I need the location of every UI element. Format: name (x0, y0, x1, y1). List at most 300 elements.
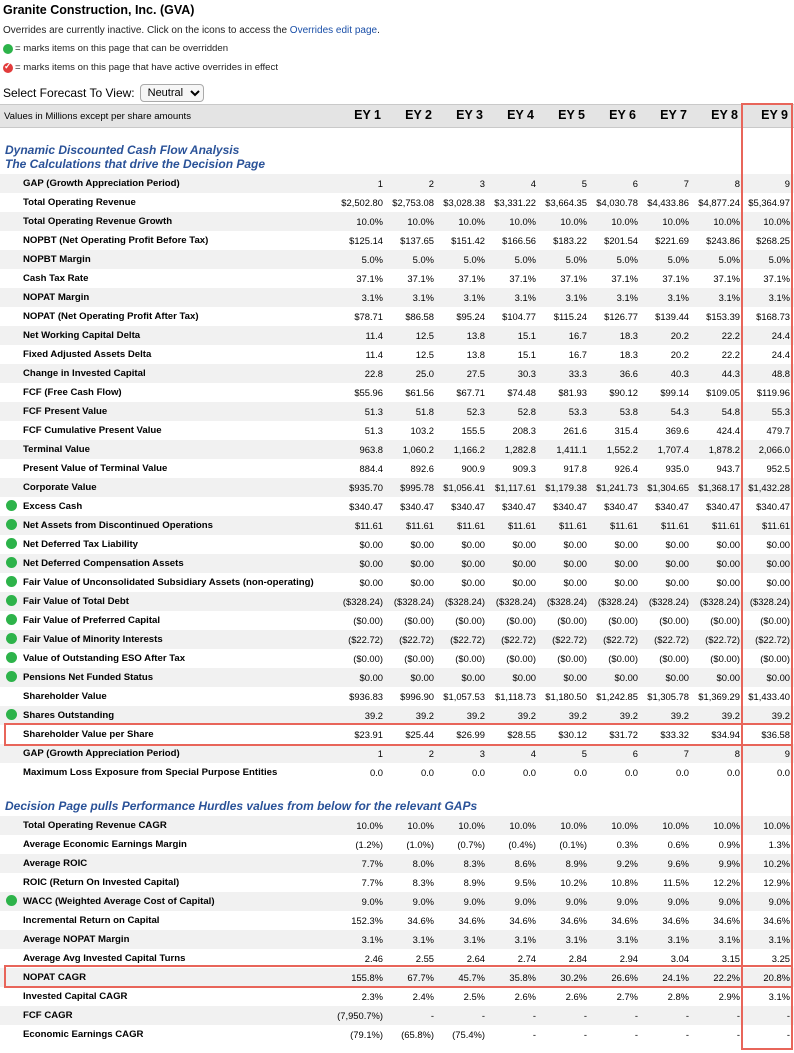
override-dot-icon[interactable] (6, 709, 17, 720)
table-cell: 9.5% (514, 877, 536, 888)
table-cell: $340.47 (349, 501, 383, 512)
table-cell: (1.0%) (406, 839, 434, 850)
row-label: GAP (Growth Appreciation Period) (23, 748, 180, 759)
table-cell: 8 (734, 178, 740, 189)
table-cell: $2,753.08 (392, 197, 434, 208)
table-cell: 34.6% (458, 915, 485, 926)
table-cell: $104.77 (502, 311, 536, 322)
table-cell: $1,368.17 (698, 482, 740, 493)
table-cell: 7.7% (361, 877, 383, 888)
table-cell: ($0.00) (659, 615, 689, 626)
table-cell: $340.47 (553, 501, 587, 512)
table-cell: 1,878.2 (708, 444, 740, 455)
row-label: NOPAT Margin (23, 292, 90, 303)
table-cell: 3.1% (463, 934, 485, 945)
table-cell: 2.5% (463, 991, 485, 1002)
table-cell: $0.00 (716, 539, 740, 550)
table-cell: 10.0% (662, 820, 689, 831)
table-cell: (7,950.7%) (337, 1010, 383, 1021)
company-title: Granite Construction, Inc. (GVA) (3, 3, 195, 17)
table-cell: $0.00 (563, 558, 587, 569)
legend-active (3, 62, 278, 73)
table-cell: 917.8 (563, 463, 587, 474)
table-cell: (1.2%) (355, 839, 383, 850)
table-row (0, 873, 794, 892)
table-cell: 10.0% (611, 820, 638, 831)
row-label: Fair Value of Minority Interests (23, 634, 163, 645)
row-label: Average Economic Earnings Margin (23, 839, 187, 850)
table-cell: 37.1% (763, 273, 790, 284)
table-cell: $115.24 (553, 311, 587, 322)
table-cell: $1,117.61 (494, 482, 536, 493)
row-label: FCF (Free Cash Flow) (23, 387, 122, 398)
table-cell: $0.00 (410, 558, 434, 569)
legend-active-text: = marks items on this page that have active overrides in effect (15, 62, 278, 73)
row-label: Fair Value of Total Debt (23, 596, 129, 607)
legend-overridable-text: = marks items on this page that can be overridden (15, 43, 229, 54)
table-cell: 1,552.2 (606, 444, 638, 455)
table-cell: 1 (377, 748, 383, 759)
override-dot-icon[interactable] (6, 671, 17, 682)
table-cell: $11.61 (610, 520, 638, 531)
table-cell: $0.00 (461, 539, 485, 550)
table-row (0, 440, 794, 459)
row-label: NOPBT Margin (23, 254, 91, 265)
row-label: Shareholder Value per Share (23, 729, 154, 740)
override-dot-icon[interactable] (6, 652, 17, 663)
table-cell: $1,242.85 (596, 691, 638, 702)
table-cell: 1.3% (768, 839, 790, 850)
table-cell: 16.7 (568, 330, 587, 341)
table-cell: $183.22 (553, 235, 587, 246)
table-cell: $935.70 (349, 482, 383, 493)
table-cell: 1,707.4 (657, 444, 689, 455)
table-cell: $340.47 (502, 501, 536, 512)
table-cell: 52.3 (466, 406, 485, 417)
year-header: EY 5 (558, 108, 585, 122)
table-cell: 9 (784, 178, 790, 189)
override-dot-icon[interactable] (6, 614, 17, 625)
table-cell: 9.9% (718, 858, 740, 869)
table-cell: 3.04 (670, 953, 689, 964)
table-cell: 0.0 (726, 767, 740, 778)
table-cell: 39.2 (670, 710, 689, 721)
table-cell: ($0.00) (710, 653, 740, 664)
table-cell: 10.0% (407, 820, 434, 831)
table-cell: 24.1% (662, 972, 689, 983)
table-cell: ($0.00) (455, 615, 485, 626)
table-cell: $125.14 (349, 235, 383, 246)
table-cell: $61.56 (405, 387, 434, 398)
table-row (0, 421, 794, 440)
table-cell: 39.2 (364, 710, 383, 721)
table-cell: $0.00 (359, 558, 383, 569)
table-cell: 152.3% (351, 915, 383, 926)
table-cell: ($22.72) (501, 634, 536, 645)
table-cell: - (583, 1029, 587, 1040)
table-row (0, 383, 794, 402)
table-cell: 4 (530, 748, 536, 759)
table-cell: $81.93 (558, 387, 587, 398)
table-cell: 909.3 (512, 463, 536, 474)
table-cell: 0.0 (420, 767, 434, 778)
table-cell: 3.1% (768, 292, 790, 303)
table-row (0, 687, 794, 706)
table-cell: 15.1 (517, 330, 536, 341)
table-cell: 37.1% (560, 273, 587, 284)
overrides-note-suffix: . (377, 25, 380, 36)
table-cell: ($22.72) (603, 634, 638, 645)
table-cell: 11.5% (663, 877, 689, 888)
table-cell: $11.61 (559, 520, 587, 531)
table-cell: 0.0 (471, 767, 485, 778)
table-cell: $340.47 (706, 501, 740, 512)
table-cell: $1,118.73 (494, 691, 536, 702)
table-row (0, 930, 794, 949)
table-cell: 3.1% (361, 934, 383, 945)
table-cell: 6 (632, 178, 638, 189)
row-label: Corporate Value (23, 482, 97, 493)
row-label: Average NOPAT Margin (23, 934, 130, 945)
table-cell: 2.3% (361, 991, 383, 1002)
table-cell: $11.61 (457, 520, 485, 531)
table-row (0, 706, 794, 725)
row-label: Shareholder Value (23, 691, 107, 702)
table-cell: 2.4% (412, 991, 434, 1002)
year-header: EY 8 (711, 108, 738, 122)
table-cell: 34.6% (611, 915, 638, 926)
table-row (0, 744, 794, 763)
table-cell: $33.32 (660, 729, 689, 740)
table-cell: 39.2 (771, 710, 790, 721)
table-cell: - (634, 1029, 638, 1040)
table-row (0, 174, 794, 193)
table-cell: 10.0% (509, 820, 536, 831)
table-cell: ($0.00) (557, 653, 587, 664)
table-cell: $996.90 (400, 691, 434, 702)
table-row (0, 345, 794, 364)
table-cell: ($328.24) (648, 596, 689, 607)
row-label: Average ROIC (23, 858, 88, 869)
table-cell: 9.0% (412, 896, 434, 907)
row-label: NOPAT (Net Operating Profit After Tax) (23, 311, 199, 322)
table-cell: $78.71 (354, 311, 383, 322)
table-cell: - (481, 1010, 485, 1021)
table-row (0, 459, 794, 478)
table-cell: 30.3 (517, 368, 536, 379)
table-cell: 2.9% (718, 991, 740, 1002)
table-cell: 37.1% (356, 273, 383, 284)
table-cell: 943.7 (716, 463, 740, 474)
table-cell: $86.58 (405, 311, 434, 322)
row-label: Value of Outstanding ESO After Tax (23, 653, 186, 664)
table-cell: 18.3 (619, 349, 638, 360)
table-cell: $0.00 (614, 577, 638, 588)
table-cell: $0.00 (359, 539, 383, 550)
table-cell: 1,060.2 (402, 444, 434, 455)
row-label: Change in Invested Capital (23, 368, 146, 379)
table-cell: ($22.72) (552, 634, 587, 645)
table-cell: ($0.00) (506, 653, 536, 664)
table-cell: 51.3 (364, 406, 383, 417)
table-row (0, 763, 794, 782)
table-cell: 900.9 (461, 463, 485, 474)
table-cell: $201.54 (604, 235, 638, 246)
table-cell: 51.8 (415, 406, 434, 417)
table-cell: 9.0% (667, 896, 689, 907)
table-cell: $0.00 (410, 672, 434, 683)
table-cell: 3.1% (768, 934, 790, 945)
table-row (0, 668, 794, 687)
table-cell: 7 (683, 748, 689, 759)
table-cell: 3.15 (721, 953, 740, 964)
row-label: Average Avg Invested Capital Turns (23, 953, 186, 964)
table-cell: 10.0% (407, 216, 434, 227)
table-cell: 37.1% (662, 273, 689, 284)
override-dot-icon[interactable] (6, 576, 17, 587)
table-row (0, 649, 794, 668)
override-dot-icon[interactable] (6, 633, 17, 644)
table-cell: 45.7% (458, 972, 485, 983)
table-cell: 10.0% (356, 820, 383, 831)
table-cell: 67.7% (407, 972, 434, 983)
row-label: Total Operating Revenue Growth (23, 216, 173, 227)
table-cell: 952.5 (766, 463, 790, 474)
table-cell: 3.25 (771, 953, 790, 964)
table-cell: 315.4 (614, 425, 638, 436)
table-cell: 20.2 (670, 330, 689, 341)
table-cell: 0.0 (573, 767, 587, 778)
table-cell: $0.00 (512, 577, 536, 588)
row-label: Economic Earnings CAGR (23, 1029, 144, 1040)
table-cell: $0.00 (716, 577, 740, 588)
table-cell: 3.1% (514, 934, 536, 945)
table-row (0, 288, 794, 307)
table-cell: 39.2 (517, 710, 536, 721)
table-cell: $3,664.35 (545, 197, 587, 208)
table-cell: 54.8 (721, 406, 740, 417)
table-cell: 33.3 (568, 368, 587, 379)
table-cell: ($0.00) (353, 615, 383, 626)
table-cell: 10.0% (611, 216, 638, 227)
table-cell: 10.0% (356, 216, 383, 227)
table-cell: ($0.00) (659, 653, 689, 664)
table-cell: $119.96 (756, 387, 790, 398)
table-row (0, 402, 794, 421)
units-label: Values in Millions except per share amounts (4, 111, 191, 122)
overrides-edit-link[interactable]: Overrides edit page (289, 25, 378, 36)
row-label: FCF Cumulative Present Value (23, 425, 162, 436)
forecast-select[interactable] (140, 84, 204, 102)
table-cell: 34.6% (509, 915, 536, 926)
table-cell: 0.6% (667, 839, 689, 850)
table-cell: 3.1% (565, 934, 587, 945)
table-cell: ($328.24) (749, 596, 790, 607)
table-cell: 36.6 (619, 368, 638, 379)
table-cell: 9.0% (514, 896, 536, 907)
override-dot-icon[interactable] (6, 895, 17, 906)
section2-title: Decision Page pulls Performance Hurdles values from below for the relevant GAPs (5, 799, 478, 813)
row-label: Net Working Capital Delta (23, 330, 141, 341)
table-cell: $67.71 (456, 387, 485, 398)
table-cell: $4,030.78 (596, 197, 638, 208)
table-cell: 2 (428, 748, 434, 759)
table-cell: 7.7% (361, 858, 383, 869)
table-cell: 37.1% (713, 273, 740, 284)
table-cell: - (685, 1010, 689, 1021)
table-cell: 22.8 (364, 368, 383, 379)
table-cell: $0.00 (665, 539, 689, 550)
table-cell: $139.44 (655, 311, 689, 322)
table-cell: 2.55 (415, 953, 434, 964)
table-cell: $0.00 (716, 558, 740, 569)
table-row (0, 193, 794, 212)
year-header: EY 9 (761, 108, 788, 122)
forecast-selector (3, 84, 204, 102)
table-cell: 926.4 (614, 463, 638, 474)
table-cell: 12.5 (415, 330, 434, 341)
table-cell: 0.0 (624, 767, 638, 778)
table-row (0, 554, 794, 573)
table-cell: 10.2% (560, 877, 587, 888)
table-cell: 479.7 (766, 425, 790, 436)
table-cell: 2.74 (517, 953, 536, 964)
table-row (0, 307, 794, 326)
table-cell: $0.00 (461, 577, 485, 588)
legend-overridable (3, 43, 228, 54)
row-label: Fair Value of Unconsolidated Subsidiary Assets (non-operating) (23, 577, 314, 588)
table-cell: 208.3 (512, 425, 536, 436)
row-label: Total Operating Revenue (23, 197, 136, 208)
overrides-note-text: Overrides are currently inactive. Click on the icons to access the (3, 25, 290, 36)
table-cell: 2.84 (568, 953, 587, 964)
table-cell: (75.4%) (452, 1029, 485, 1040)
table-cell: 9 (784, 748, 790, 759)
table-cell: 9.0% (361, 896, 383, 907)
table-cell: $1,432.28 (748, 482, 790, 493)
table-cell: 8.3% (412, 877, 434, 888)
table-cell: 53.8 (619, 406, 638, 417)
table-cell: 34.6% (560, 915, 587, 926)
override-dot-icon[interactable] (6, 538, 17, 549)
table-cell: $30.12 (558, 729, 587, 740)
table-row (0, 892, 794, 911)
table-cell: (0.1%) (559, 839, 587, 850)
table-cell: 2.94 (619, 953, 638, 964)
table-cell: 3.1% (514, 292, 536, 303)
table-cell: 424.4 (716, 425, 740, 436)
override-dot-icon[interactable] (6, 595, 17, 606)
row-label: Net Deferred Compensation Assets (23, 558, 184, 569)
table-cell: $268.25 (756, 235, 790, 246)
table-cell: - (685, 1029, 689, 1040)
table-cell: $11.61 (661, 520, 689, 531)
overrides-note (3, 25, 380, 36)
table-row (0, 816, 794, 835)
table-cell: $3,331.22 (494, 197, 536, 208)
table-cell: (65.8%) (401, 1029, 434, 1040)
table-cell: $0.00 (716, 672, 740, 683)
table-cell: $11.61 (508, 520, 536, 531)
table-cell: 8.0% (412, 858, 434, 869)
table-cell: $0.00 (665, 558, 689, 569)
table-cell: 3.1% (463, 292, 485, 303)
table-cell: $36.58 (761, 729, 790, 740)
table-cell: 39.2 (721, 710, 740, 721)
table-cell: - (786, 1029, 790, 1040)
table-row (0, 592, 794, 611)
table-cell: 39.2 (568, 710, 587, 721)
table-cell: 2.7% (616, 991, 638, 1002)
table-cell: 24.4 (771, 330, 790, 341)
override-dot-icon[interactable] (6, 500, 17, 511)
table-row (0, 212, 794, 231)
table-row (0, 1006, 794, 1025)
table-cell: ($0.00) (760, 615, 790, 626)
table-cell: ($328.24) (393, 596, 434, 607)
table-cell: $0.00 (614, 672, 638, 683)
table-cell: $1,241.73 (596, 482, 638, 493)
row-label: Invested Capital CAGR (23, 991, 128, 1002)
table-cell: $11.61 (406, 520, 434, 531)
table-cell: $340.47 (655, 501, 689, 512)
table-cell: 3.1% (768, 991, 790, 1002)
table-cell: $1,305.78 (647, 691, 689, 702)
table-cell: 2.46 (364, 953, 383, 964)
table-cell: $95.24 (456, 311, 485, 322)
table-cell: $11.61 (355, 520, 383, 531)
table-cell: 4 (530, 178, 536, 189)
table-cell: $109.05 (706, 387, 740, 398)
table-row (0, 630, 794, 649)
row-label: Fixed Adjusted Assets Delta (23, 349, 152, 360)
override-dot-icon[interactable] (6, 519, 17, 530)
table-cell: ($328.24) (546, 596, 587, 607)
table-cell: $0.00 (512, 539, 536, 550)
table-cell: 2 (428, 178, 434, 189)
table-cell: $0.00 (461, 672, 485, 683)
table-cell: ($0.00) (404, 615, 434, 626)
table-cell: $936.83 (349, 691, 383, 702)
table-cell: $243.86 (706, 235, 740, 246)
table-cell: 53.3 (568, 406, 587, 417)
table-cell: 155.8% (351, 972, 383, 983)
table-cell: $11.61 (762, 520, 790, 531)
table-cell: 27.5 (466, 368, 485, 379)
table-cell: 55.3 (771, 406, 790, 417)
table-cell: 261.6 (563, 425, 587, 436)
table-row (0, 911, 794, 930)
table-cell: ($0.00) (608, 615, 638, 626)
table-cell: $168.73 (756, 311, 790, 322)
row-label: FCF Present Value (23, 406, 108, 417)
table-cell: 44.3 (721, 368, 740, 379)
table-cell: 51.3 (364, 425, 383, 436)
table-cell: 25.0 (415, 368, 434, 379)
table-cell: 2.6% (514, 991, 536, 1002)
table-cell: 5.0% (667, 254, 689, 265)
table-cell: 22.2 (721, 349, 740, 360)
table-cell: 24.4 (771, 349, 790, 360)
override-dot-icon[interactable] (6, 557, 17, 568)
table-cell: 10.0% (560, 820, 587, 831)
table-cell: $90.12 (609, 387, 638, 398)
table-cell: $340.47 (756, 501, 790, 512)
table-cell: 16.7 (568, 349, 587, 360)
table-cell: $0.00 (665, 672, 689, 683)
table-row (0, 231, 794, 250)
table-row (0, 611, 794, 630)
